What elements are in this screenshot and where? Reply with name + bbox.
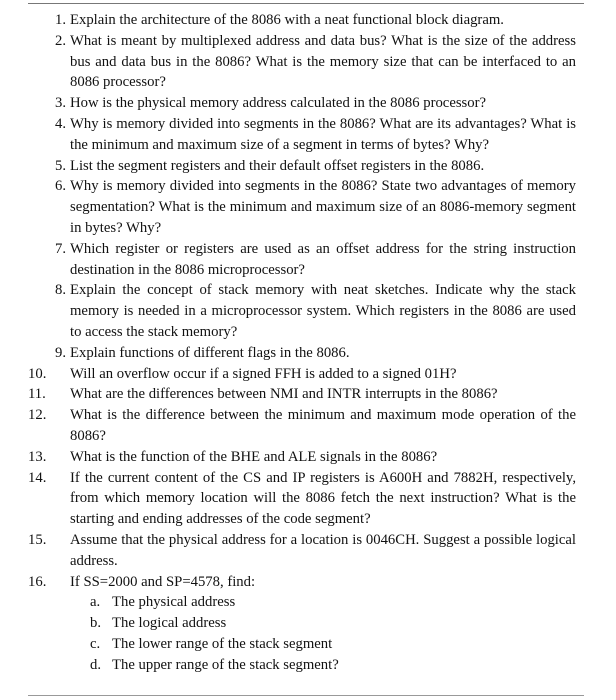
bottom-rule bbox=[28, 695, 584, 696]
subpart-text: The physical address bbox=[112, 594, 236, 611]
top-rule bbox=[28, 3, 584, 4]
question-text: Explain the architecture of the 8086 with a neat functional block diagram. bbox=[70, 12, 504, 28]
question-text: Why is memory divided into segments in the 8086? State two advantages of memory segmentation? What is the minimum and maximum size of an 8086-memory segment in bytes? Why? bbox=[70, 178, 576, 236]
question-number: 8. bbox=[54, 282, 66, 299]
question-number: 1. bbox=[54, 12, 66, 28]
question-16 bbox=[28, 572, 576, 676]
question-6 bbox=[28, 176, 576, 238]
subpart-label: b. bbox=[90, 615, 102, 632]
question-text: If the current content of the CS and IP registers is A600H and 7882H, respectively, from which memory location will the 8086 fetch the next instruction? What is the starting and ending addresses of the code segment? bbox=[70, 469, 576, 528]
subpart-text: The upper range of the stack segment? bbox=[112, 656, 339, 673]
question-4 bbox=[28, 114, 576, 156]
subpart-list bbox=[70, 592, 576, 675]
question-number: 11. bbox=[28, 386, 46, 403]
subpart-d bbox=[70, 655, 576, 676]
subpart-text: The lower range of the stack segment bbox=[112, 635, 333, 652]
question-text: Which register or registers are used as an offset address for the string instruction destination in the 8086 microprocessor? bbox=[70, 240, 576, 278]
question-text: What is the function of the BHE and ALE signals in the 8086? bbox=[70, 448, 438, 465]
subpart-label: c. bbox=[90, 635, 101, 652]
question-2 bbox=[28, 31, 576, 93]
subpart-a bbox=[70, 592, 576, 613]
question-number: 12. bbox=[28, 407, 47, 424]
question-text: Assume that the physical address for a location is 0046CH. Suggest a possible logical address. bbox=[70, 531, 576, 569]
question-number: 13. bbox=[28, 448, 47, 465]
question-text: Explain the concept of stack memory with neat sketches. Indicate why the stack memory is needed in a microprocessor system. Which registers in the 8086 are used to access the stack memory? bbox=[70, 282, 576, 340]
question-number: 4. bbox=[54, 115, 66, 132]
question-text: Will an overflow occur if a signed FFH is added to a signed 01H? bbox=[70, 365, 457, 382]
question-number: 15. bbox=[28, 531, 47, 548]
question-11 bbox=[28, 384, 576, 405]
question-5 bbox=[28, 156, 576, 177]
question-text: How is the physical memory address calculated in the 8086 processor? bbox=[70, 95, 487, 112]
question-14 bbox=[28, 468, 576, 530]
question-1 bbox=[28, 10, 576, 31]
question-3 bbox=[28, 93, 576, 114]
subpart-label: a. bbox=[90, 594, 101, 611]
question-text: What are the differences between NMI and INTR interrupts in the 8086? bbox=[70, 386, 498, 403]
question-number: 3. bbox=[54, 95, 66, 112]
subpart-b bbox=[70, 613, 576, 634]
question-9 bbox=[28, 343, 576, 364]
question-8 bbox=[28, 280, 576, 342]
question-number: 10. bbox=[28, 365, 47, 382]
question-list bbox=[28, 10, 576, 676]
subpart-c bbox=[70, 634, 576, 655]
question-number: 7. bbox=[54, 240, 66, 257]
question-7 bbox=[28, 239, 576, 281]
question-sheet bbox=[28, 10, 576, 676]
question-number: 6. bbox=[54, 178, 66, 195]
question-13 bbox=[28, 447, 576, 468]
question-10 bbox=[28, 364, 576, 385]
question-text: Explain functions of different flags in the 8086. bbox=[70, 344, 350, 361]
question-text: What is the difference between the minimum and maximum mode operation of the 8086? bbox=[70, 407, 576, 444]
question-number: 5. bbox=[54, 157, 66, 174]
subpart-label: d. bbox=[90, 656, 102, 673]
question-text: What is meant by multiplexed address and data bus? What is the size of the address bus and data bus in the 8086? What is the memory size that can be interfaced to an 8086 processor? bbox=[70, 32, 576, 91]
question-15 bbox=[28, 530, 576, 572]
question-text: Why is memory divided into segments in the 8086? What are its advantages? What is the minimum and maximum size of a segment in terms of bytes? Why? bbox=[70, 115, 576, 153]
question-number: 9. bbox=[54, 344, 66, 361]
question-number: 14. bbox=[28, 469, 47, 486]
question-text: List the segment registers and their default offset registers in the 8086. bbox=[70, 157, 485, 174]
question-12 bbox=[28, 405, 576, 447]
question-text: If SS=2000 and SP=4578, find: bbox=[70, 573, 256, 590]
question-number: 16. bbox=[28, 573, 47, 590]
question-number: 2. bbox=[54, 32, 66, 49]
subpart-text: The logical address bbox=[112, 615, 227, 632]
